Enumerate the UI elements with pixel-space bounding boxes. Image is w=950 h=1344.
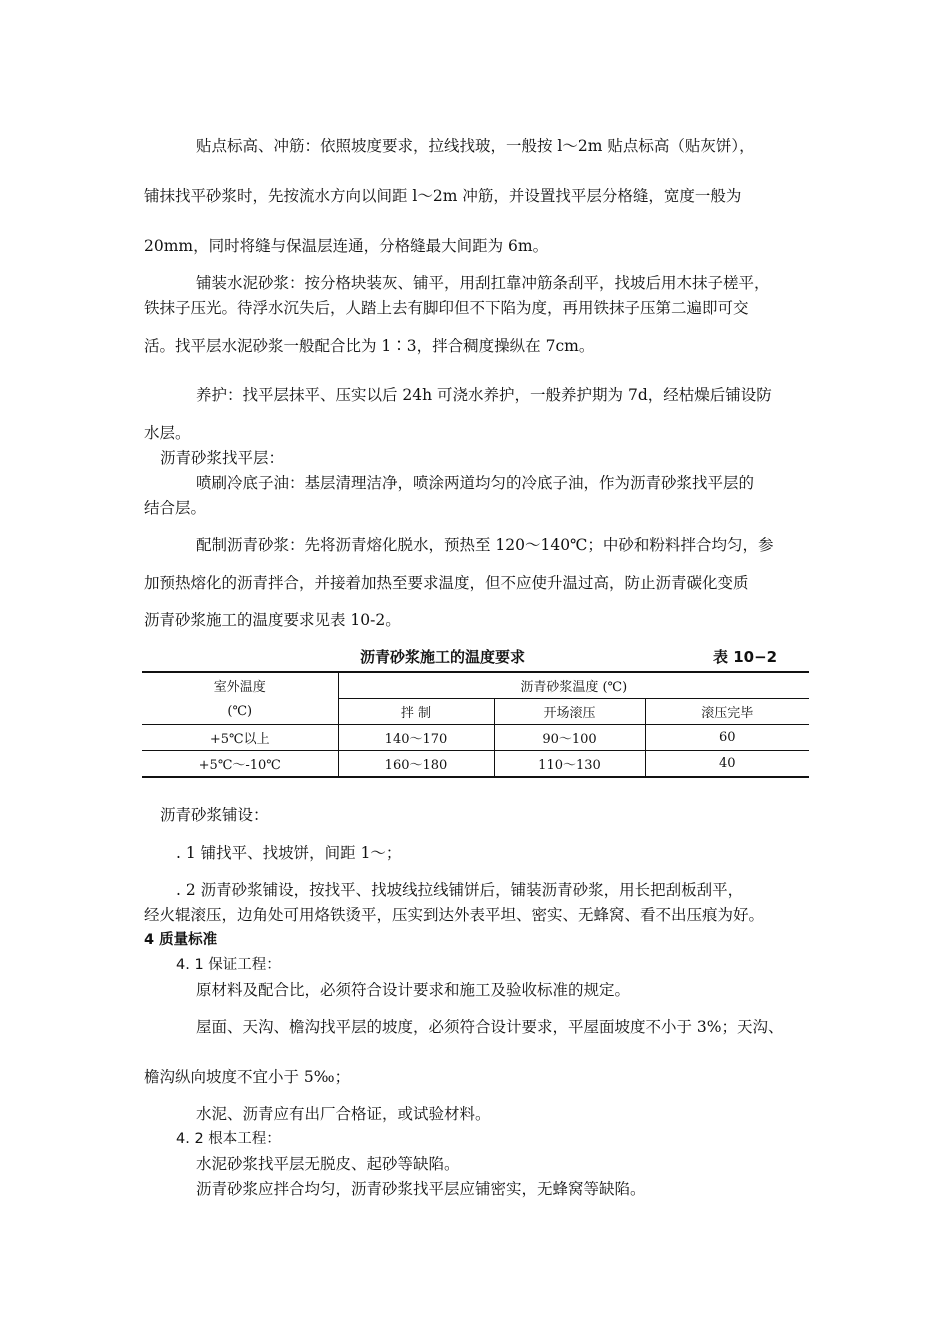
paragraph-line: 喷刷冷底子油：基层清理洁净，喷涂两道均匀的冷底子油，作为沥青砂浆找平层的 [196,474,755,492]
paragraph-line: 檐沟纵向坡度不宜小于 5‰； [144,1068,351,1086]
paragraph-line: 活。找平层水泥砂浆一般配合比为 1∶3，拌合稠度操纵在 7cm。 [144,337,595,355]
paragraph-line: 原材料及配合比，必须符合设计要求和施工及验收标准的规定。 [196,981,631,999]
paragraph-line: 结合层。 [144,499,207,517]
table-header-cell: 室外温度 [142,672,338,699]
table-header-cell: 滚压完毕 [645,699,809,725]
paragraph-line: 沥青砂浆施工的温度要求见表 10-2。 [144,611,401,629]
table-number: 表 10−2 [713,648,778,666]
table-cell: +5℃～-10℃ [142,751,338,778]
table-row [142,725,809,751]
table-caption: 沥青砂浆施工的温度要求 [360,648,526,666]
subsection-heading: 4. 2 根本工程： [176,1131,281,1147]
table-cell: 140～170 [338,725,494,751]
table-cell: 110～130 [494,751,645,778]
list-item: . 1 铺找平、找坡饼，间距 1～； [176,844,402,862]
table-cell: 160～180 [338,751,494,778]
paragraph-line: 加预热熔化的沥青拌合，并接着加热至要求温度，但不应使升温过高，防止沥青碳化变质 [144,574,749,592]
table-header-cell: 开场滚压 [494,699,645,725]
temperature-table [142,671,809,778]
paragraph-line: 屋面、天沟、檐沟找平层的坡度，必须符合设计要求，平屋面坡度不小于 3%；天沟、 [196,1018,784,1036]
paragraph-line: 沥青砂浆应拌合均匀，沥青砂浆找平层应铺密实，无蜂窝等缺陷。 [196,1180,646,1198]
table-cell: 40 [645,751,809,778]
paragraph-line: 养护：找平层抹平、压实以后 24h 可浇水养护，一般养护期为 7d，经枯燥后铺设防 [196,386,772,404]
table-header-cell: 沥青砂浆温度 (℃) [338,672,809,699]
table-cell: 60 [645,725,809,751]
table-cell: +5℃以上 [142,725,338,751]
table-header-cell: (℃) [227,703,253,719]
paragraph-line: 水泥砂浆找平层无脱皮、起砂等缺陷。 [196,1155,460,1173]
paragraph-line: 铁抹子压光。待浮水沉失后，人踏上去有脚印但不下陷为度，再用铁抹子压第二遍即可交 [144,299,749,317]
paragraph-line: 水泥、沥青应有出厂合格证，或试验材料。 [196,1105,491,1123]
paragraph-line: 配制沥青砂浆：先将沥青熔化脱水，预热至 120～140℃；中砂和粉料拌合均匀，参 [196,536,774,554]
table-cell: 90～100 [494,725,645,751]
list-item: . 2 沥青砂浆铺设，按找平、找坡线拉线铺饼后，铺装沥青砂浆，用长把刮板刮平， [176,881,744,899]
table-header-cell: 拌 制 [338,699,494,725]
table-row [142,751,809,778]
paragraph-line: 经火辊滚压，边角处可用烙铁烫平，压实到达外表平坦、密实、无蜂窝、看不出压痕为好。 [144,906,765,924]
paragraph-line: 铺抹找平砂浆时，先按流水方向以间距 l～2m 冲筋，并设置找平层分格缝，宽度一般为 [144,187,742,205]
subsection-heading: 4. 1 保证工程： [176,957,281,973]
section-heading: 沥青砂浆铺设： [160,806,269,824]
paragraph-line: 水层。 [144,424,191,442]
paragraph-line: 铺装水泥砂浆：按分格块装灰、铺平，用刮扛靠冲筋条刮平，找坡后用木抹子槎平， [196,274,770,292]
paragraph-line: 20mm，同时将缝与保温层连通，分格缝最大间距为 6m。 [144,237,549,255]
section-heading: 4 质量标准 [144,932,218,948]
section-heading: 沥青砂浆找平层： [160,449,285,467]
paragraph-line: 贴点标高、冲筋：依照坡度要求，拉线找玻，一般按 l～2m 贴点标高（贴灰饼）， [196,137,755,155]
